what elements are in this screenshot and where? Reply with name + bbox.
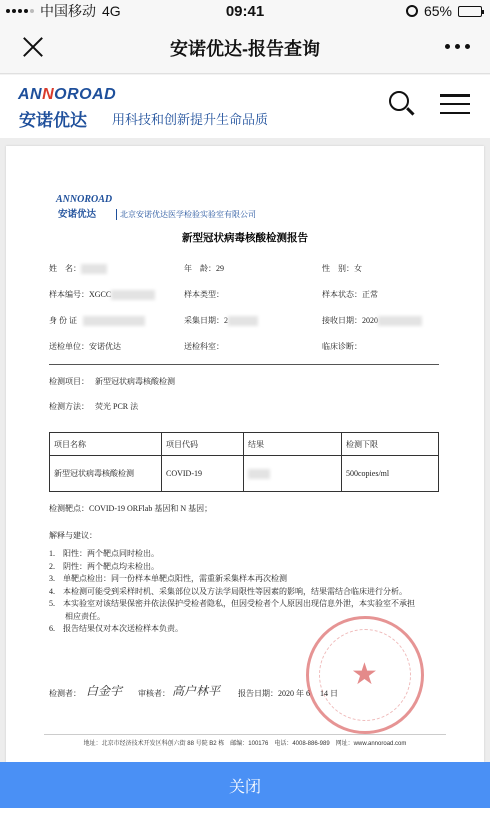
home-indicator (0, 808, 490, 818)
status-right (406, 3, 482, 19)
alarm-icon (406, 5, 418, 17)
more-icon[interactable] (445, 44, 470, 49)
table-cell: 新型冠状病毒核酸检测 (50, 456, 162, 492)
field-sample-no: 样本编号：XGCC (49, 289, 155, 300)
menu-icon[interactable] (440, 94, 470, 114)
table-header-row (50, 433, 439, 456)
site-header (0, 75, 490, 138)
advice-item: 4. 本检测可能受到采样时机、采集部位以及方法学局限性等因素的影响，结果需结合临床进行分析。 (49, 586, 407, 596)
field-name: 姓 名： (49, 263, 107, 274)
footer-divider (44, 734, 446, 735)
advice-item: 6. 报告结果仅对本次送检样本负责。 (49, 624, 183, 633)
table-header: 项目名称 (50, 433, 162, 456)
test-targets: 检测靶点：COVID-19 ORFlab 基因和 N 基因； (49, 504, 213, 513)
close-icon[interactable] (22, 36, 44, 58)
official-stamp (306, 616, 424, 734)
table-cell: COVID-19 (162, 456, 244, 492)
site-slogan: 用科技和创新提升生命品质 (112, 112, 269, 127)
logo-en-suffix: OROAD (54, 86, 117, 103)
report-title: 新型冠状病毒核酸检测报告 (182, 233, 308, 244)
status-bar (0, 0, 490, 22)
advice-item: 相应责任。 (49, 611, 105, 621)
field-submit-unit: 送检单位：安诺优达 (49, 342, 121, 351)
table-header: 结果 (244, 433, 342, 456)
advice-title: 解释与建议： (49, 531, 97, 540)
advice-item: 2. 阴性：两个靶点均未检出。 (49, 561, 159, 571)
advice-item: 5. 本实验室对该结果保密并依法保护受检者隐私，但因受检者个人原因出现信息外泄，本实验室不承担 (49, 599, 415, 608)
field-receive-date: 接收日期：2020 (322, 315, 422, 326)
field-diagnosis: 临床诊断： (322, 342, 362, 351)
table-cell-result (244, 456, 342, 492)
network-type: 4G (102, 3, 121, 19)
carrier-name: 中国移动 (40, 3, 96, 19)
field-id: 身 份 证 (49, 315, 145, 326)
tester-label: 检测者： (49, 689, 81, 698)
field-sex: 性 别：女 (322, 264, 362, 273)
table-header: 项目代码 (162, 433, 244, 456)
test-method: 检测方法： 荧光 PCR 法 (49, 402, 139, 411)
close-button[interactable]: 关闭 (0, 762, 490, 808)
site-logo-en[interactable] (18, 86, 116, 104)
site-logo-cn[interactable]: 安诺优达 (19, 111, 87, 130)
search-icon[interactable] (389, 91, 409, 111)
report-logo-en: ANNOROAD (56, 194, 113, 205)
battery-icon (458, 6, 482, 17)
nav-bar (0, 22, 490, 74)
advice-item: 1. 阳性：两个靶点同时检出。 (49, 549, 159, 558)
field-submit-dept: 送检科室： (184, 342, 224, 351)
stamp-star-icon: ★ (351, 657, 378, 692)
battery-percent: 65% (423, 3, 452, 19)
nav-title: 安诺优达-报告查询 (170, 38, 320, 59)
report-footer: 地址：北京市经济技术开发区科创六街 88 号院 B2 栋 邮编：100176 电话：4008-886-989 网址：www.annoroad.com (83, 741, 407, 747)
reviewer-label: 审核者： (138, 689, 170, 698)
tester-signature: 白金宇 (86, 684, 123, 698)
field-age: 年 龄：29 (184, 264, 224, 273)
logo-en-mark: N (42, 86, 55, 103)
report-document (6, 146, 484, 762)
table-header: 检测下限 (342, 433, 439, 456)
reviewer-signature: 高户林平 (172, 684, 221, 698)
report-lab-name: 北京安诺优达医学检验实验室有限公司 (116, 209, 256, 220)
table-row (50, 456, 439, 492)
field-sample-status: 样本状态：正常 (322, 290, 378, 299)
test-item: 检测项目： 新型冠状病毒核酸检测 (49, 377, 175, 386)
logo-en-prefix: AN (18, 86, 43, 103)
table-cell: 500copies/ml (342, 456, 439, 492)
report-logo-cn: 安诺优达 (58, 209, 97, 220)
result-table (49, 432, 439, 492)
report-date: 报告日期：2020 年 6 14 日 (238, 689, 338, 698)
report-divider (49, 364, 439, 365)
report-viewer[interactable] (0, 138, 490, 762)
status-time: 09:41 (225, 2, 265, 20)
advice-item: 3. 单靶点检出：同一份样本单靶点阳性，需重新采集样本再次检测 (49, 574, 287, 583)
field-sample-type: 样本类型： (184, 290, 224, 299)
field-collect-date: 采集日期：2 (184, 315, 258, 326)
